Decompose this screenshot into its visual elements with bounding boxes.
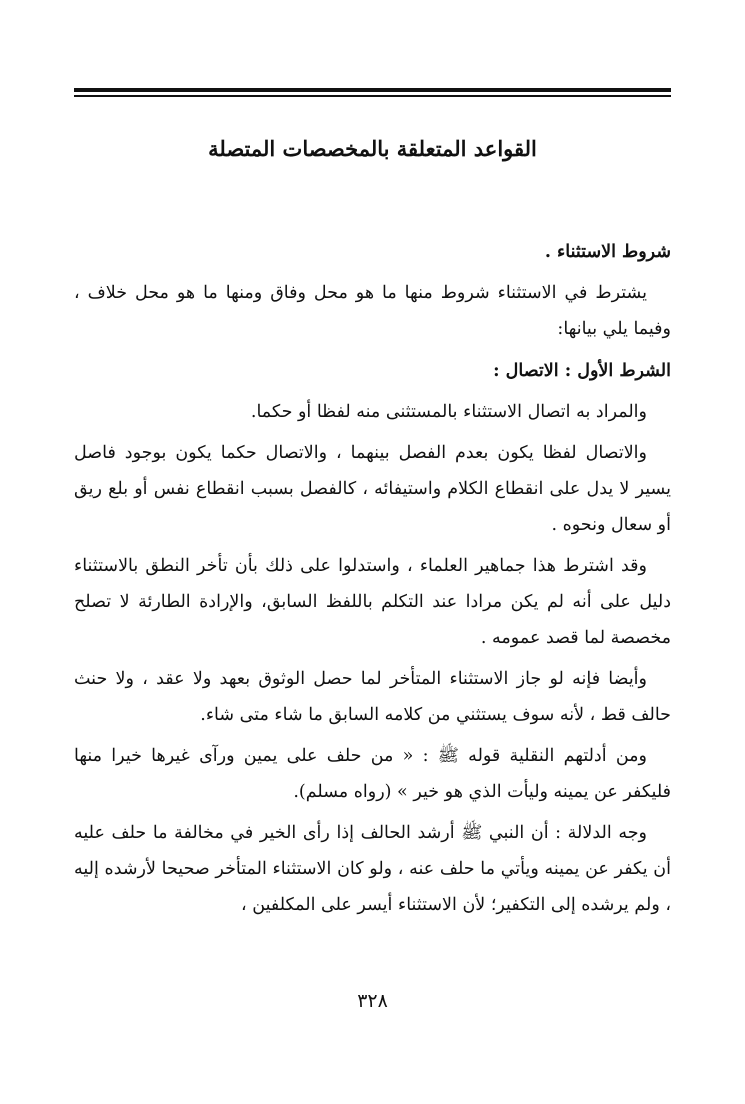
paragraph: وقد اشترط هذا جماهير العلماء ، واستدلوا على ذلك بأن تأخر النطق بالاستثناء دليل على أنه لم يكن مرادا عند التكلم باللفظ السابق، والإرادة الطارئة لا تصلح مخصصة لما قصد عمومه . xyxy=(74,556,671,648)
paragraph: ومن أدلتهم النقلية قوله ﷺ : « من حلف على يمين ورآى غيرها خيرا منها فليكفر عن يمينه وليأت الذي هو خير » (رواه مسلم). xyxy=(74,746,671,802)
paragraph: وجه الدلالة : أن النبي ﷺ أرشد الحالف إذا رأى الخير في مخالفة ما حلف عليه أن يكفر عن يمينه ويأتي ما حلف عنه ، ولو كان الاستثناء المتأخر صحيحا لأرشده إليه ، ولم يرشده إلى التكفير؛ لأن الاستثناء أيسر على المكلفين ، xyxy=(74,823,671,915)
page-body xyxy=(74,234,671,923)
header-rule-thick xyxy=(74,88,671,92)
paragraph: وأيضا فإنه لو جاز الاستثناء المتأخر لما حصل الوثوق بعهد ولا عقد ، ولا حنث حالف قط ، لأنه سوف يستثني من كلامه السابق ما شاء متى شاء. xyxy=(74,669,671,725)
page-title: القواعد المتعلقة بالمخصصات المتصلة xyxy=(208,136,537,161)
section-heading: شروط الاستثناء . xyxy=(544,242,671,262)
condition-heading: الشرط الأول : الاتصال : xyxy=(493,361,671,381)
paragraph: والاتصال لفظا يكون بعدم الفصل بينهما ، والاتصال حكما يكون بوجود فاصل يسير لا يدل على انقطاع الكلام واستيفائه ، كالفصل بسبب انقطاع نفس أو بلع ريق أو سعال ونحوه . xyxy=(74,443,671,535)
intro-paragraph: يشترط في الاستثناء شروط منها ما هو محل وفاق ومنها ما هو محل خلاف ، وفيما يلي بيانها: xyxy=(74,283,671,339)
header-rule-thin xyxy=(74,95,671,97)
page-number: ٣٢٨ xyxy=(357,990,388,1012)
paragraph: والمراد به اتصال الاستثناء بالمستثنى منه لفظا أو حكما. xyxy=(250,402,647,422)
